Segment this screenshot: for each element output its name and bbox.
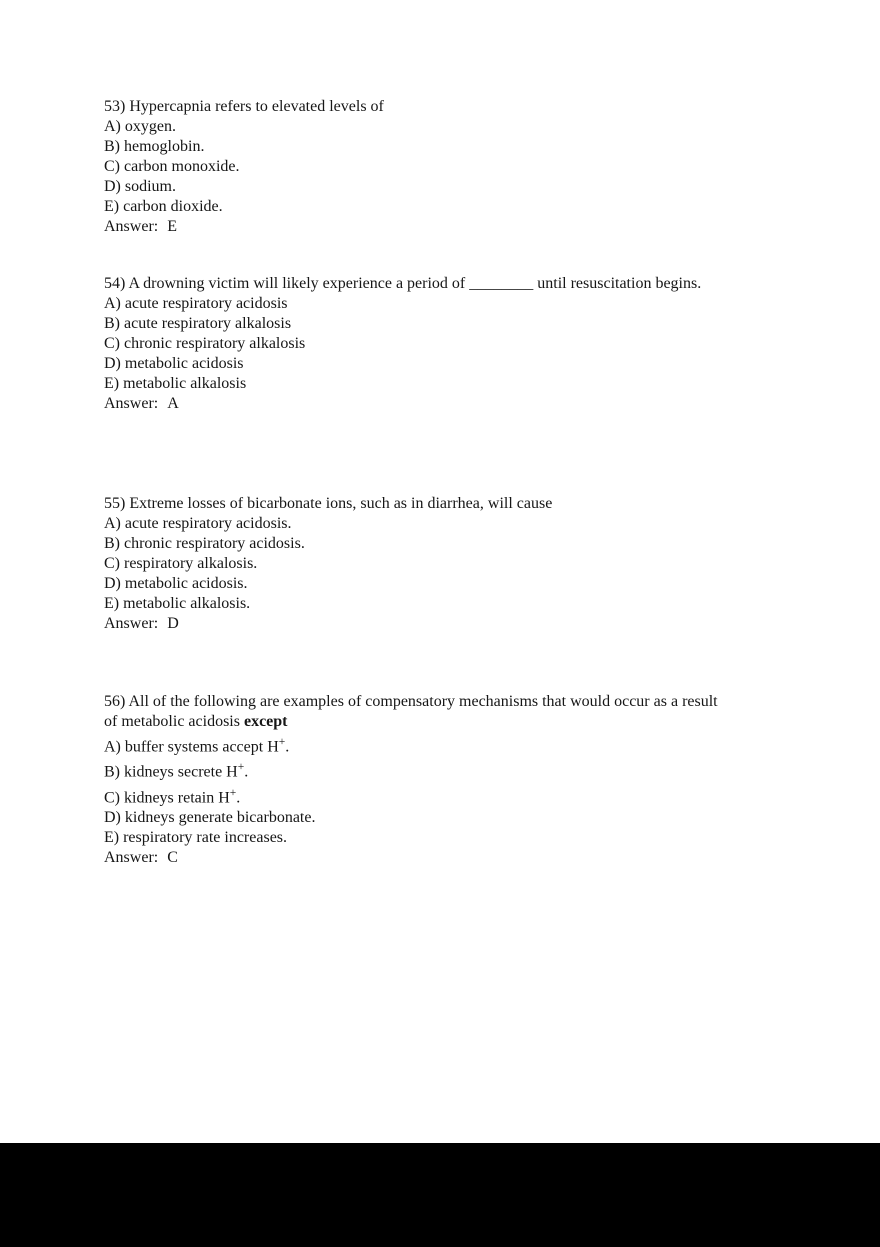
question-54-block — [104, 274, 784, 414]
question-56-stem-line2: of metabolic acidosis — [104, 713, 240, 730]
question-56-answer-line — [104, 848, 784, 868]
answer-value: C — [167, 848, 178, 866]
question-53-stem: 53) Hypercapnia refers to elevated levels of — [104, 98, 384, 115]
choice-text-end: . — [244, 763, 249, 781]
choice-text-end: . — [285, 738, 290, 756]
choice-text: C) kidneys retain H — [104, 788, 230, 806]
scan-bottom-black-bar — [0, 1143, 880, 1247]
question-56-choice-b — [104, 757, 784, 782]
question-55-answer-line — [104, 614, 784, 634]
quiz-content — [104, 97, 784, 868]
question-54-choice-e: E) metabolic alkalosis — [104, 375, 247, 392]
answer-label: Answer: — [104, 395, 159, 412]
answer-value: A — [167, 395, 179, 412]
answer-label: Answer: — [104, 218, 159, 235]
question-53-choice-a: A) oxygen. — [104, 118, 176, 135]
choice-text: B) kidneys secrete H — [104, 763, 238, 781]
answer-value: E — [167, 218, 177, 235]
question-53-choice-b: B) hemoglobin. — [104, 138, 205, 155]
question-55-block — [104, 494, 784, 634]
question-54-choice-c: C) chronic respiratory alkalosis — [104, 335, 306, 352]
question-56-choice-a — [104, 732, 784, 757]
superscript-plus: + — [229, 786, 237, 799]
question-53-choice-c: C) carbon monoxide. — [104, 158, 240, 175]
question-54-choice-a: A) acute respiratory acidosis — [104, 295, 288, 312]
question-53-answer-line — [104, 217, 784, 237]
question-53-block — [104, 97, 784, 237]
question-55-choice-b: B) chronic respiratory acidosis. — [104, 535, 305, 552]
question-55-choice-e: E) metabolic alkalosis. — [104, 595, 251, 612]
superscript-plus: + — [278, 736, 286, 748]
question-56-choice-e: E) respiratory rate increases. — [104, 828, 288, 846]
question-56-choice-c — [104, 783, 784, 808]
answer-label: Answer: — [104, 848, 159, 866]
question-56-stem-bold-word: except — [243, 713, 288, 730]
question-54-choice-d: D) metabolic acidosis — [104, 355, 244, 372]
question-55-choice-d: D) metabolic acidosis. — [104, 575, 248, 592]
question-56-choice-d: D) kidneys generate bicarbonate. — [104, 808, 316, 826]
question-54-stem: 54) A drowning victim will likely experience a period of ________ until resuscitation begins. — [104, 275, 702, 292]
question-56-stem — [104, 692, 784, 732]
question-54-choice-b: B) acute respiratory alkalosis — [104, 315, 292, 332]
question-55-choice-c: C) respiratory alkalosis. — [104, 555, 258, 572]
answer-label: Answer: — [104, 615, 159, 632]
question-56-block — [104, 692, 784, 868]
choice-text-end: . — [236, 788, 241, 806]
question-54-answer-line — [104, 394, 784, 414]
question-56-stem-line1: 56) All of the following are examples of compensatory mechanisms that would occur as a result — [104, 693, 718, 710]
question-55-choice-a: A) acute respiratory acidosis. — [104, 515, 292, 532]
answer-value: D — [167, 615, 179, 632]
choice-text: A) buffer systems accept H — [104, 738, 279, 756]
question-55-stem: 55) Extreme losses of bicarbonate ions, such as in diarrhea, will cause — [104, 495, 553, 512]
question-53-choice-e: E) carbon dioxide. — [104, 198, 223, 215]
superscript-plus: + — [237, 761, 245, 774]
question-53-choice-d: D) sodium. — [104, 178, 176, 195]
